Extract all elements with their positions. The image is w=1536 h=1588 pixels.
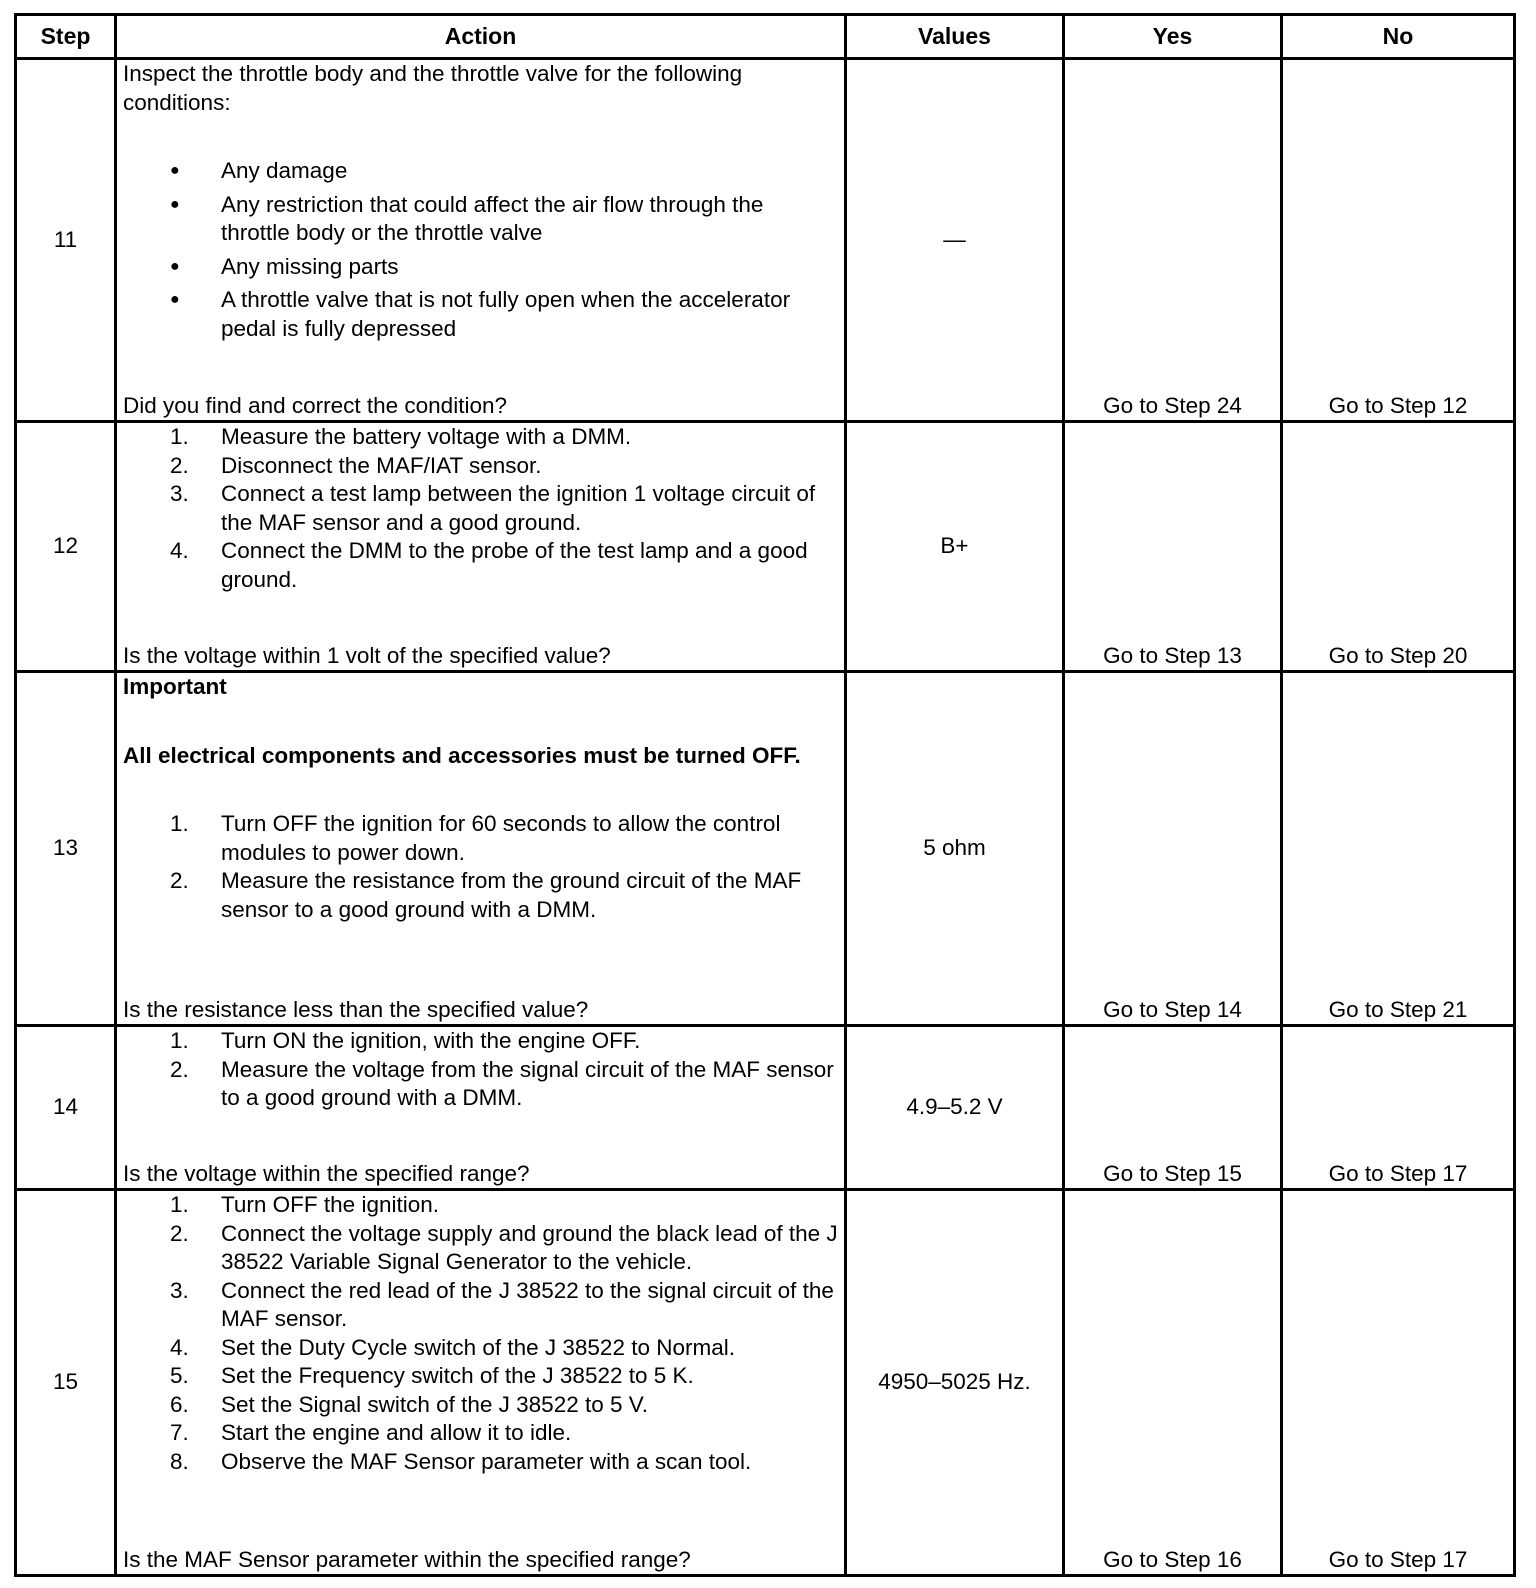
yes-result: Go to Step 24	[1064, 59, 1282, 422]
action-question: Is the voltage within the specified range?	[123, 1160, 530, 1186]
yes-result: Go to Step 16	[1064, 1190, 1282, 1576]
no-result: Go to Step 17	[1282, 1190, 1515, 1576]
list-item: 1. Turn OFF the ignition for 60 seconds to allow the control modules to power down.	[170, 811, 781, 865]
list-item: 1. Turn OFF the ignition.	[170, 1192, 440, 1217]
table-row	[16, 1026, 1515, 1190]
table-row	[16, 422, 1515, 672]
list-item: 8. Observe the MAF Sensor parameter with a scan tool.	[170, 1448, 752, 1474]
condition-list	[123, 157, 838, 348]
step-number: 12	[16, 422, 116, 672]
list-item: 1. Measure the battery voltage with a DMM.	[170, 424, 632, 449]
list-item: 2. Measure the resistance from the ground circuit of the MAF sensor to a good ground with a DMM.	[170, 868, 802, 922]
header-no: No	[1282, 15, 1515, 59]
list-item: ● Any damage	[123, 157, 838, 186]
spec-value: 5 ohm	[846, 672, 1064, 1026]
action-question: Did you find and correct the condition?	[123, 392, 507, 418]
spec-value: —	[846, 59, 1064, 422]
yes-result: Go to Step 15	[1064, 1026, 1282, 1190]
header-row	[16, 15, 1515, 59]
step-number: 11	[16, 59, 116, 422]
action-cell	[116, 1190, 846, 1576]
procedure-list	[123, 1191, 838, 1476]
table-row	[16, 1190, 1515, 1576]
list-item: 3. Connect a test lamp between the ignition 1 voltage circuit of the MAF sensor and a good ground.	[170, 481, 816, 535]
list-item: 3. Connect the red lead of the J 38522 to the signal circuit of the MAF sensor.	[170, 1277, 834, 1331]
list-item: 2. Measure the voltage from the signal circuit of the MAF sensor to a good ground with a DMM.	[170, 1056, 834, 1110]
list-item: 2. Disconnect the MAF/IAT sensor.	[170, 452, 542, 478]
yes-result: Go to Step 14	[1064, 672, 1282, 1026]
step-number: 15	[16, 1190, 116, 1576]
procedure-list	[123, 423, 838, 594]
action-cell	[116, 672, 846, 1026]
list-item: 4. Connect the DMM to the probe of the test lamp and a good ground.	[170, 538, 808, 592]
list-item: 5. Set the Frequency switch of the J 38522 to 5 K.	[170, 1363, 694, 1388]
no-result: Go to Step 17	[1282, 1026, 1515, 1190]
no-result: Go to Step 21	[1282, 672, 1515, 1026]
list-item: 6. Set the Signal switch of the J 38522 to 5 V.	[170, 1391, 648, 1417]
yes-result: Go to Step 13	[1064, 422, 1282, 672]
header-step: Step	[16, 15, 116, 59]
action-question: Is the MAF Sensor parameter within the specified range?	[123, 1546, 691, 1572]
action-cell	[116, 59, 846, 422]
step-number: 14	[16, 1026, 116, 1190]
step-number: 13	[16, 672, 116, 1026]
list-item: 1. Turn ON the ignition, with the engine OFF.	[170, 1028, 641, 1053]
list-item: ● A throttle valve that is not fully open when the accelerator pedal is fully depressed	[123, 286, 838, 343]
action-cell	[116, 1026, 846, 1190]
header-yes: Yes	[1064, 15, 1282, 59]
procedure-list	[123, 810, 838, 924]
procedure-list	[123, 1027, 838, 1113]
spec-value: B+	[846, 422, 1064, 672]
list-item: 2. Connect the voltage supply and ground the black lead of the J 38522 Variable Signal Generator to the vehicle.	[170, 1220, 838, 1274]
no-result: Go to Step 20	[1282, 422, 1515, 672]
header-values: Values	[846, 15, 1064, 59]
spec-value: 4.9–5.2 V	[846, 1026, 1064, 1190]
list-item: ● Any missing parts	[123, 253, 838, 282]
action-intro: Inspect the throttle body and the throttle valve for the following conditions:	[123, 61, 743, 115]
list-item: 7. Start the engine and allow it to idle.	[170, 1420, 572, 1445]
no-result: Go to Step 12	[1282, 59, 1515, 422]
action-cell	[116, 422, 846, 672]
spec-value: 4950–5025 Hz.	[846, 1190, 1064, 1576]
diagnostic-table	[14, 13, 1516, 1577]
important-note: All electrical components and accessories must be turned OFF.	[123, 742, 801, 768]
important-label: Important	[123, 674, 227, 699]
table-row	[16, 672, 1515, 1026]
table-row	[16, 59, 1515, 422]
header-action: Action	[116, 15, 846, 59]
action-question: Is the voltage within 1 volt of the specified value?	[123, 642, 611, 668]
list-item: ● Any restriction that could affect the air flow through the throttle body or the throttle valve	[123, 191, 838, 248]
action-question: Is the resistance less than the specified value?	[123, 996, 589, 1022]
list-item: 4. Set the Duty Cycle switch of the J 38522 to Normal.	[170, 1334, 735, 1360]
